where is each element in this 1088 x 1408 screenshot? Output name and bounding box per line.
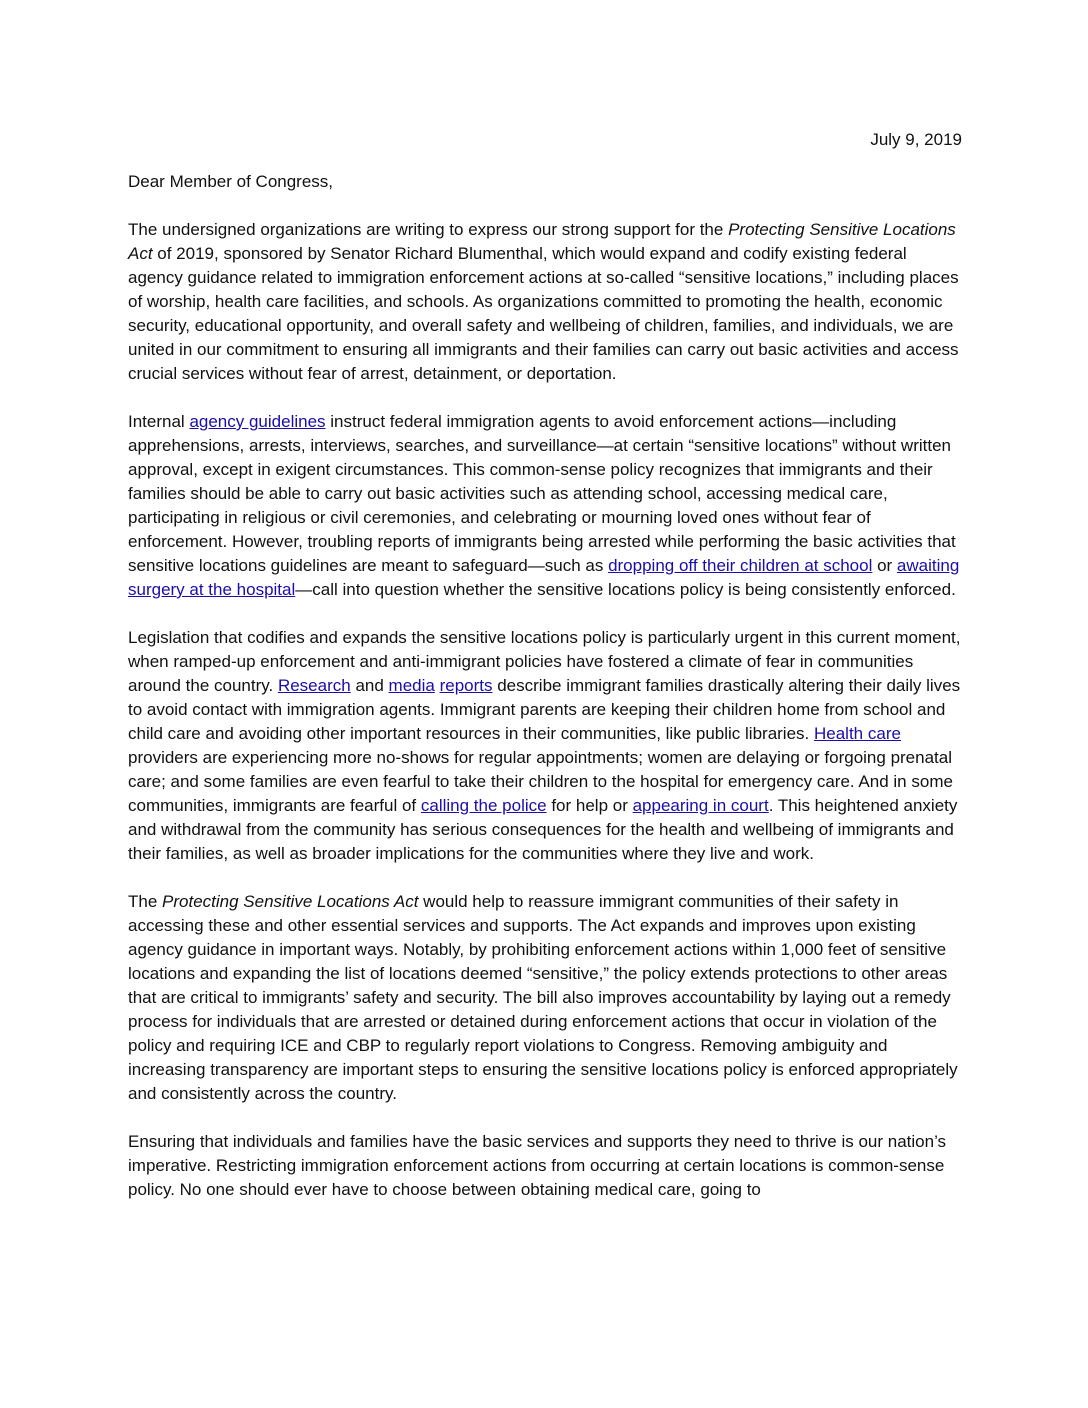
link-research[interactable]: Research bbox=[277, 676, 351, 695]
link-appearing-in-court[interactable]: appearing in court bbox=[632, 796, 769, 815]
text-span: The undersigned organizations are writing to express our strong support for the bbox=[128, 220, 729, 239]
link-awaiting-surgery[interactable]: awaiting surgery at the hospital bbox=[128, 556, 960, 599]
text-span: would help to reassure immigrant communities of their safety in accessing these and other essential services and supports. The Act expands and improves upon existing agency guidance in important ways. Notably, by prohibiting enforcement actions within 1,000 feet of sensitive locations and expanding the list of locations deemed “sensitive,” the policy extends protections to other areas that are critical to immigrants’ safety and security. The bill also improves accountability by laying out a remedy process for individuals that are arrested or detained during enforcement actions that occur in violation of the policy and requiring ICE and CBP to regularly report violations to Congress. Removing ambiguity and increasing transparency are important steps to ensuring the sensitive locations policy is enforced appropriately and consistently across the country. bbox=[128, 892, 958, 1103]
paragraph-act-details bbox=[128, 890, 962, 1106]
paragraph-urgency bbox=[128, 626, 962, 866]
link-calling-the-police[interactable]: calling the police bbox=[420, 796, 547, 815]
paragraph-imperative bbox=[128, 1130, 962, 1202]
text-span: . This heightened anxiety and withdrawal from the community has serious consequences for the health and wellbeing of immigrants and their families, as well as broader implications for the communities where they live and work. bbox=[128, 796, 958, 863]
text-span: Legislation that codifies and expands the sensitive locations policy is particularly urgent in this current moment, when ramped-up enforcement and anti-immigrant policies have fostered a climate of fear in communities around the country. bbox=[128, 628, 961, 695]
act-title: Protecting Sensitive Locations Act bbox=[162, 892, 419, 911]
text-span: and bbox=[350, 676, 389, 695]
link-reports[interactable]: reports bbox=[439, 676, 493, 695]
text-span: providers are experiencing more no-shows for regular appointments; women are delaying or forgoing prenatal care; and some families are even fearful to take their children to the hospital for emergency care. And in some communities, immigrants are fearful of bbox=[128, 748, 953, 815]
link-agency-guidelines[interactable]: agency guidelines bbox=[189, 412, 326, 431]
text-span: or bbox=[872, 556, 897, 575]
letter-page bbox=[128, 128, 962, 1226]
paragraph-support bbox=[128, 218, 962, 386]
text-span: for help or bbox=[546, 796, 633, 815]
text-span: describe immigrant families drastically altering their daily lives to avoid contact with immigration agents. Immigrant parents are keeping their children home from school and child care and avoiding other important resources in their communities, like public libraries. bbox=[128, 676, 961, 743]
text-span: of 2019, sponsored by Senator Richard Blumenthal, which would expand and codify existing federal agency guidance related to immigration enforcement actions at so-called “sensitive locations,” including places of worship, health care facilities, and schools. As organizations committed to promoting the health, economic security, educational opportunity, and overall safety and wellbeing of children, families, and individuals, we are united in our commitment to ensuring all immigrants and their families can carry out basic activities and access crucial services without fear of arrest, detainment, or deportation. bbox=[128, 244, 959, 383]
link-media[interactable]: media bbox=[388, 676, 435, 695]
letter-date: July 9, 2019 bbox=[870, 130, 962, 149]
link-dropping-off-children[interactable]: dropping off their children at school bbox=[608, 556, 873, 575]
paragraph-guidelines bbox=[128, 410, 962, 602]
link-health-care[interactable]: Health care bbox=[814, 724, 901, 743]
text-span: instruct federal immigration agents to avoid enforcement actions—including apprehensions, arrests, interviews, searches, and surveillance—at certain “sensitive locations” without written approval, except in exigent circumstances. This common-sense policy recognizes that immigrants and their families should be able to carry out basic activities such as attending school, accessing medical care, participating in religious or civil ceremonies, and celebrating or mourning loved ones without fear of enforcement. However, troubling reports of immigrants being arrested while performing the basic activities that sensitive locations guidelines are meant to safeguard—such as bbox=[128, 412, 956, 575]
text-span: Ensuring that individuals and families have the basic services and supports they need to thrive is our nation’s imperative. Restricting immigration enforcement actions from occurring at certain locations is common-sense policy. No one should ever have to choose between obtaining medical care, going to bbox=[128, 1132, 947, 1199]
salutation: Dear Member of Congress, bbox=[128, 172, 334, 191]
text-span: Internal bbox=[128, 412, 190, 431]
act-title: Protecting Sensitive Locations Act bbox=[128, 220, 956, 263]
text-span: The bbox=[128, 892, 163, 911]
text-span: —call into question whether the sensitive locations policy is being consistently enforced. bbox=[295, 580, 956, 599]
